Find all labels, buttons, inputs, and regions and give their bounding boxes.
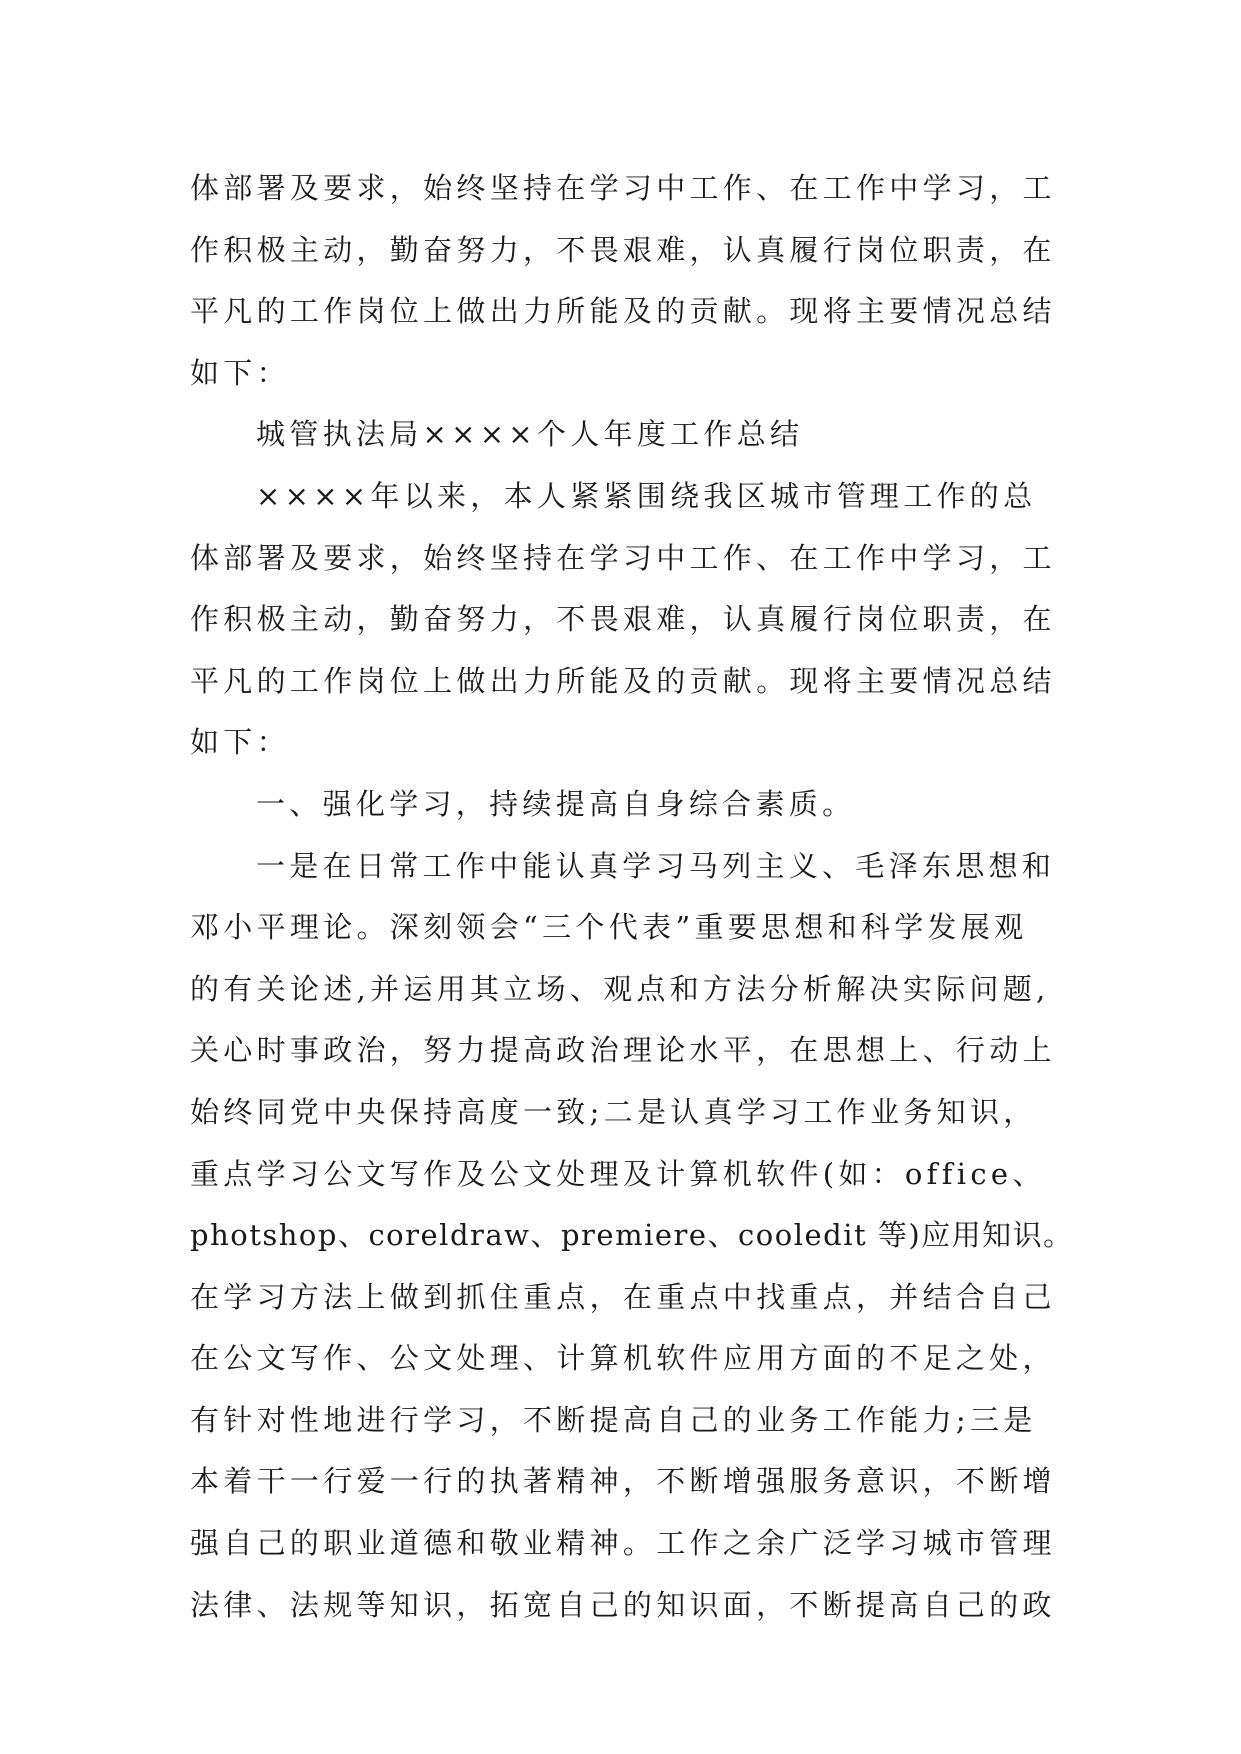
paragraph-line: 的有关论述,并运用其立场、观点和方法分析解决实际问题, bbox=[190, 971, 1050, 1006]
paragraph-line: 作积极主动，勤奋努力，不畏艰难，认真履行岗位职责，在 bbox=[190, 232, 1056, 267]
section-heading: 一、强化学习，持续提高自身综合素质。 bbox=[256, 786, 856, 821]
paragraph-line: 体部署及要求，始终坚持在学习中工作、在工作中学习，工 bbox=[190, 540, 1056, 575]
paragraph-line: 有针对性地进行学习，不断提高自己的业务工作能力;三是 bbox=[190, 1402, 1037, 1437]
paragraph-line: 体部署及要求，始终坚持在学习中工作、在工作中学习，工 bbox=[190, 171, 1056, 205]
paragraph-line: 一是在日常工作中能认真学习马列主义、毛泽东思想和 bbox=[256, 848, 1056, 883]
paragraph-line: 强自己的职业道德和敬业精神。工作之余广泛学习城市管理 bbox=[190, 1526, 1056, 1561]
paragraph-line: 在公文写作、公文处理、计算机软件应用方面的不足之处， bbox=[190, 1341, 1056, 1376]
paragraph-line: 本着干一行爱一行的执著精神，不断增强服务意识，不断增 bbox=[190, 1464, 1056, 1499]
paragraph-line: 平凡的工作岗位上做出力所能及的贡献。现将主要情况总结 bbox=[190, 294, 1056, 329]
document-body bbox=[190, 158, 1074, 1636]
document-title: 城管执法局××××个人年度工作总结 bbox=[256, 417, 804, 452]
paragraph-line: 作积极主动，勤奋努力，不畏艰难，认真履行岗位职责，在 bbox=[190, 602, 1056, 637]
paragraph-line: 法律、法规等知识，拓宽自己的知识面，不断提高自己的政 bbox=[190, 1587, 1056, 1622]
paragraph-line: photshop、coreldraw、premiere、cooledit 等)应用知识。 bbox=[190, 1218, 1074, 1253]
paragraph-line: 重点学习公文写作及公文处理及计算机软件(如：office、 bbox=[190, 1156, 1046, 1191]
paragraph-line: 如下： bbox=[190, 355, 290, 390]
paragraph-line: 始终同党中央保持高度一致;二是认真学习工作业务知识， bbox=[190, 1094, 1037, 1129]
paragraph-line: 如下： bbox=[190, 725, 290, 760]
paragraph-line: 平凡的工作岗位上做出力所能及的贡献。现将主要情况总结 bbox=[190, 663, 1056, 698]
paragraph-line: 在学习方法上做到抓住重点，在重点中找重点，并结合自己 bbox=[190, 1279, 1056, 1314]
paragraph-line: 邓小平理论。深刻领会“三个代表”重要思想和科学发展观 bbox=[190, 910, 1028, 945]
paragraph-line: 关心时事政治，努力提高政治理论水平，在思想上、行动上 bbox=[190, 1033, 1056, 1068]
paragraph-line: ××××年以来，本人紧紧围绕我区城市管理工作的总 bbox=[256, 478, 1037, 513]
